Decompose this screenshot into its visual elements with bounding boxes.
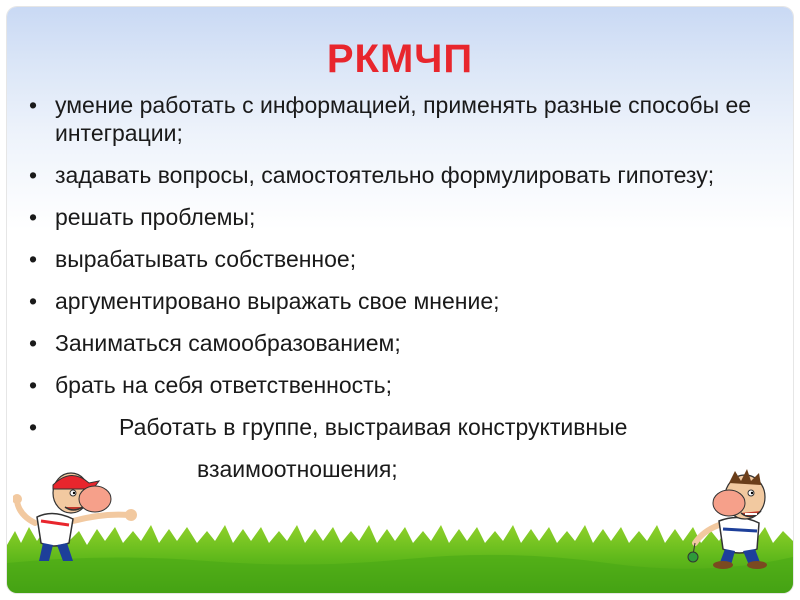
list-item	[29, 245, 769, 273]
slide-title: РКМЧП	[326, 37, 474, 81]
list-item-text: Заниматься самообразованием;	[55, 330, 401, 356]
bullet-marker: •	[29, 92, 38, 118]
list-item-text: задавать вопросы, самостоятельно формулировать гипотезу;	[55, 162, 715, 188]
bullet-marker: •	[29, 162, 38, 188]
list-item-text-continued: взаимоотношения;	[197, 456, 398, 482]
bullet-marker: •	[29, 414, 38, 440]
list-item	[29, 161, 769, 189]
list-item-text: умение работать с информацией, применять разные способы ее интеграции;	[55, 92, 752, 146]
bullet-marker: •	[29, 246, 38, 272]
list-item	[29, 203, 769, 231]
bullet-marker: •	[29, 372, 38, 398]
list-item	[29, 287, 769, 315]
list-item-text: Работать в группе, выстраивая конструктивные	[119, 414, 628, 440]
cartoon-kid-icon	[13, 465, 143, 565]
list-item	[29, 329, 769, 357]
list-item-text: вырабатывать собственное;	[55, 246, 357, 272]
list-item-text: брать на себя ответственность;	[55, 372, 393, 398]
list-item	[29, 371, 769, 399]
slide	[7, 7, 793, 593]
list-item-text: решать проблемы;	[55, 204, 256, 230]
list-item-text: аргументировано выражать свое мнение;	[55, 288, 500, 314]
list-item	[29, 91, 769, 147]
bullet-marker: •	[29, 330, 38, 356]
bullet-marker: •	[29, 204, 38, 230]
bullet-list	[29, 91, 769, 497]
bullet-marker: •	[29, 288, 38, 314]
cartoon-kid-icon	[679, 469, 789, 569]
